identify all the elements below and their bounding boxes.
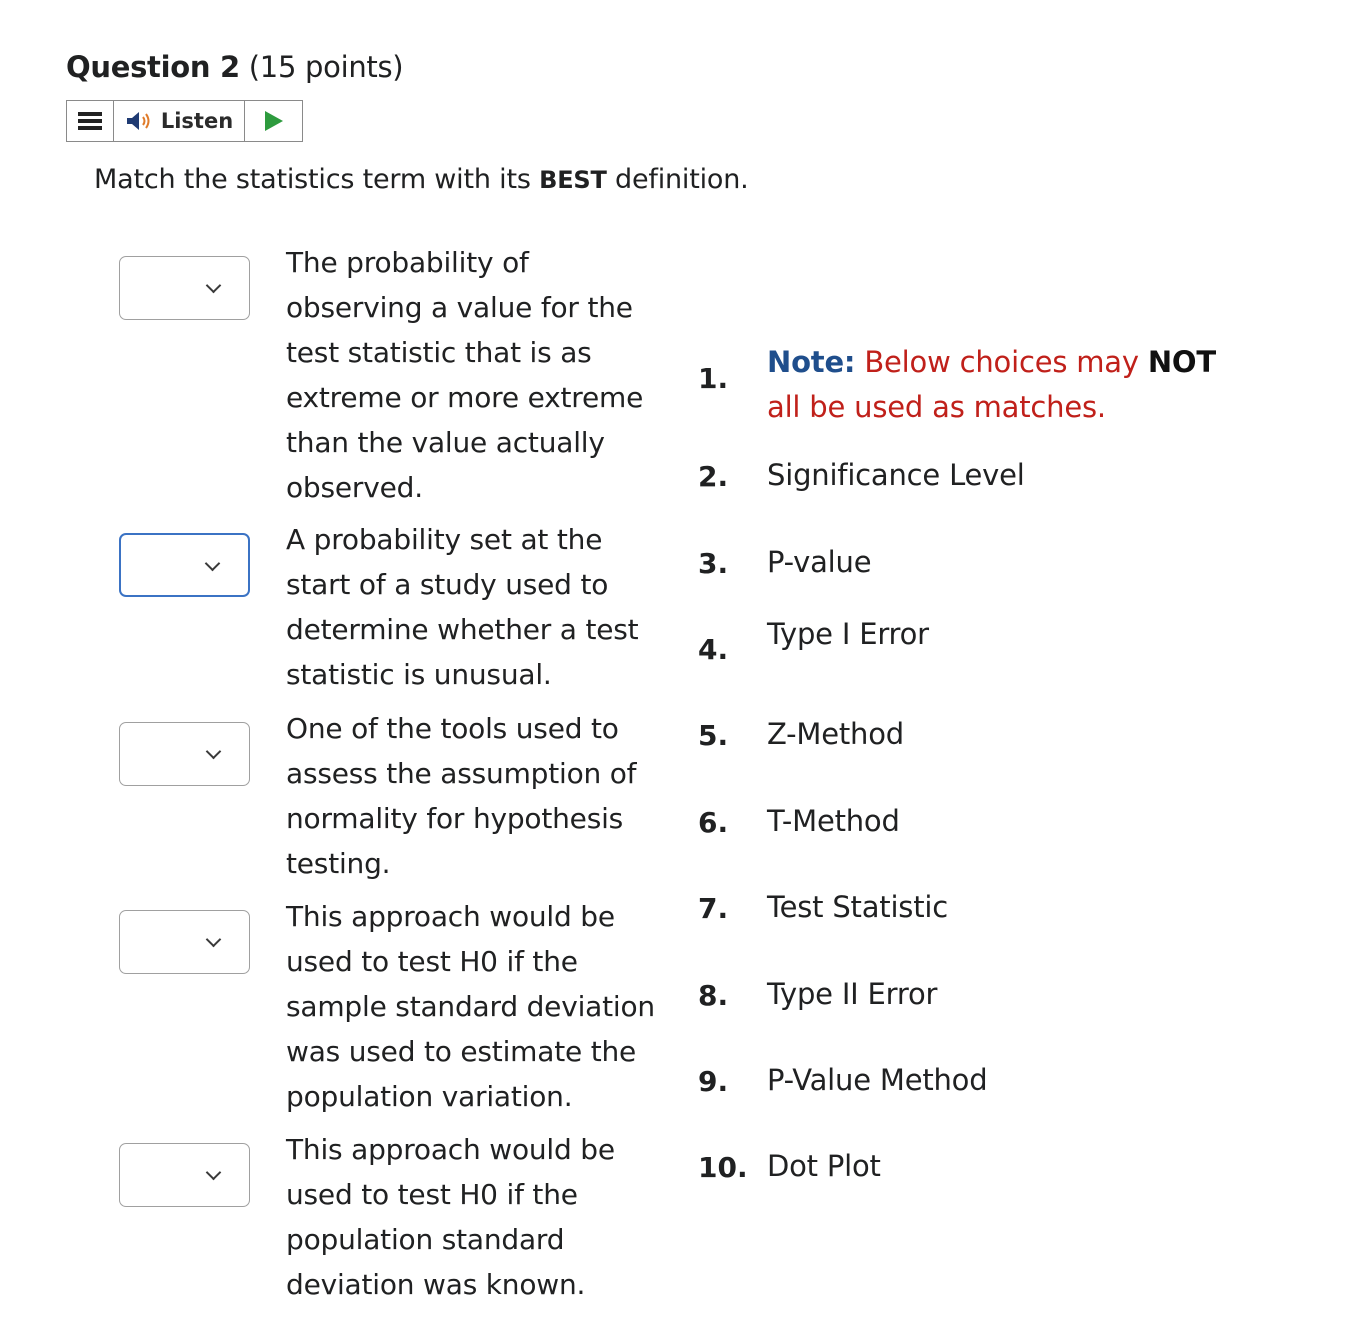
definition-3: One of the tools used to assess the assumption of normality for hypothesis testing. xyxy=(286,712,637,880)
question-title xyxy=(66,50,403,84)
choice-number: 8. xyxy=(698,979,729,1012)
choice-number: 9. xyxy=(698,1065,729,1098)
play-icon xyxy=(265,111,283,131)
choice-label: Test Statistic xyxy=(767,890,948,924)
definition-4: This approach would be used to test H0 if the sample standard deviation was used to estimate the population variation. xyxy=(286,900,655,1113)
chevron-down-icon xyxy=(206,278,222,294)
choice-number: 3. xyxy=(698,547,729,580)
match-select-1[interactable] xyxy=(119,256,250,320)
note-emphasis: NOT xyxy=(1147,345,1216,379)
match-select-4[interactable] xyxy=(119,910,250,974)
choice-number: 6. xyxy=(698,806,729,839)
choice-label: P-Value Method xyxy=(767,1063,988,1097)
chevron-down-icon xyxy=(206,744,222,760)
note-label: Note: xyxy=(767,345,856,379)
match-select-2[interactable] xyxy=(119,533,250,597)
chevron-down-icon xyxy=(206,932,222,948)
play-button[interactable] xyxy=(245,101,302,141)
choice-label: Type I Error xyxy=(767,617,929,651)
readspeaker-menu-button[interactable] xyxy=(67,101,114,141)
choice-label: Z-Method xyxy=(767,717,904,751)
choice-label: P-value xyxy=(767,545,872,579)
question-number: Question 2 xyxy=(66,50,240,84)
choice-number: 1. xyxy=(698,362,729,395)
definition-1: The probability of observing a value for the test statistic that is as extreme or more extreme than the value actually observed. xyxy=(286,246,644,504)
definition-5: This approach would be used to test H0 if the population standard deviation was known. xyxy=(286,1133,615,1301)
question-points: (15 points) xyxy=(248,50,404,84)
instruction-emphasis: BEST xyxy=(539,166,607,194)
choice-number: 7. xyxy=(698,892,729,925)
choice-label: Type II Error xyxy=(767,977,938,1011)
match-select-5[interactable] xyxy=(119,1143,250,1207)
definition-2: A probability set at the start of a study used to determine whether a test statistic is unusual. xyxy=(286,523,639,691)
choice-label: Dot Plot xyxy=(767,1149,881,1183)
chevron-down-icon xyxy=(205,556,221,572)
read-aloud-toolbar xyxy=(66,100,303,142)
hamburger-menu-icon xyxy=(78,112,102,130)
instruction-text: Match the statistics term with its BEST definition. xyxy=(94,164,749,195)
speaker-icon xyxy=(125,110,153,132)
chevron-down-icon xyxy=(206,1165,222,1181)
choice-number: 5. xyxy=(698,719,729,752)
choice-label: Significance Level xyxy=(767,458,1025,492)
choice-number: 10. xyxy=(698,1151,748,1184)
listen-button[interactable] xyxy=(114,101,245,141)
listen-label: Listen xyxy=(160,109,234,133)
choice-number: 2. xyxy=(698,460,729,493)
choices-note: Note: Below choices may NOT all be used as matches. xyxy=(767,345,1216,424)
choice-label: T-Method xyxy=(767,804,900,838)
match-select-3[interactable] xyxy=(119,722,250,786)
choice-number: 4. xyxy=(698,633,729,666)
